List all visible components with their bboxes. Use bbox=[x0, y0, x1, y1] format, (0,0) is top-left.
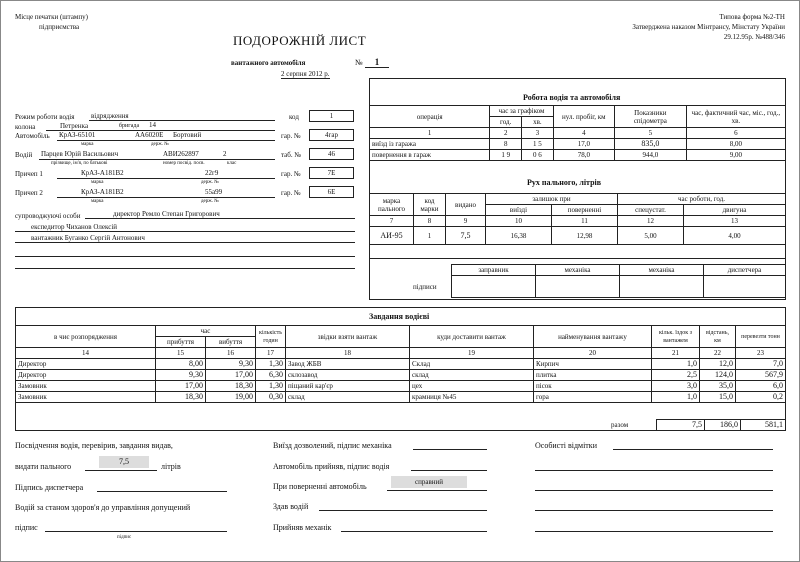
page-subtitle: вантажного автомобіля bbox=[231, 59, 306, 67]
footer-cert: Посвідчення водія, перевірив, завдання видав, bbox=[15, 441, 173, 450]
column-value: Петренка bbox=[46, 122, 275, 131]
tasks-totals bbox=[656, 419, 786, 431]
task-cell-dep: 19,00 bbox=[206, 392, 256, 403]
tasks-n16: 16 bbox=[206, 348, 256, 359]
task-cell-tons: 0,2 bbox=[736, 392, 786, 403]
task-cell-dep: 9,30 bbox=[206, 359, 256, 370]
total-km: 186,0 bbox=[705, 420, 741, 431]
stamp-place-label: Місце печатки (штампу) bbox=[15, 13, 88, 21]
sig-fueler: заправник bbox=[452, 265, 536, 276]
footer-special-marks: Особисті відмітки bbox=[535, 441, 597, 450]
tasks-h-time: час bbox=[156, 326, 256, 337]
fuel-spacer bbox=[370, 245, 786, 259]
fuel-h-out: виїзді bbox=[486, 205, 552, 216]
fuel-h-brand: марка пального bbox=[370, 194, 414, 216]
task-cell-from: склад bbox=[286, 392, 410, 403]
footer-sig-line bbox=[45, 531, 227, 532]
tasks-n23: 23 bbox=[736, 348, 786, 359]
tasks-n21: 21 bbox=[652, 348, 700, 359]
code-box: 1 bbox=[309, 110, 354, 122]
task-cell-cargo: гора bbox=[534, 392, 652, 403]
fuel-n10: 10 bbox=[486, 216, 552, 227]
escort1: директор Ремло Степан Григорович bbox=[85, 210, 355, 219]
footer-exit-allowed: Виїзд дозволений, підпис механіка bbox=[273, 441, 392, 450]
fuel-special: 5,00 bbox=[618, 227, 684, 245]
fuel-return: 12,98 bbox=[552, 227, 618, 245]
marks-line-1 bbox=[535, 470, 773, 471]
marks-line-2 bbox=[535, 490, 773, 491]
footer-accepted-line bbox=[411, 470, 487, 471]
footer-car-accepted: Автомобіль прийняв, підпис водія bbox=[273, 462, 390, 471]
task-cell-tons: 567,9 bbox=[736, 370, 786, 381]
work-row1-speed: 835,0 bbox=[614, 139, 686, 150]
car-label: Автомобіль bbox=[15, 132, 50, 140]
work-h-schedule: час за графіком bbox=[490, 106, 553, 117]
footer-mechanic-line bbox=[341, 531, 487, 532]
page-title: ПОДОРОЖНІЙ ЛИСТ bbox=[233, 33, 367, 48]
escort3: вантажник Буганко Сергій Антонович bbox=[15, 234, 355, 243]
task-cell-arr: 18,30 bbox=[156, 392, 206, 403]
work-h-odometer: нул. пробіг, км bbox=[553, 106, 614, 128]
task-cell-from: склозавод bbox=[286, 370, 410, 381]
footer-liters: літрів bbox=[161, 462, 181, 471]
tasks-h-departure: вибуття bbox=[206, 337, 256, 348]
work-row1-m: 1 5 bbox=[522, 139, 554, 150]
work-row2-m: 0 6 bbox=[522, 150, 554, 161]
task-cell-arr: 17,00 bbox=[156, 381, 206, 392]
task-cell-hrs: 0,30 bbox=[256, 392, 286, 403]
task-cell-who: Замовник bbox=[16, 381, 156, 392]
trailer1-model: КрАЗ-А181В2 bbox=[81, 169, 124, 177]
work-row1-km: 17,0 bbox=[553, 139, 614, 150]
task-cell-from: піщаний кар'єр bbox=[286, 381, 410, 392]
driver-sub-id: номер посвід. посв. bbox=[163, 161, 205, 166]
escort-label: супроводжуючі особи bbox=[15, 212, 81, 220]
work-row2-op: повернення в гараж bbox=[370, 150, 490, 161]
footer-condition-line bbox=[387, 490, 487, 491]
tasks-h-to: куди доставити вантаж bbox=[410, 326, 534, 348]
footer-sig-sub: підпис bbox=[117, 535, 132, 540]
driver-sub-name: прізвище, ім'я, по батькові bbox=[51, 161, 108, 166]
trailer1-gar-label: гар. № bbox=[281, 170, 301, 178]
fuel-h-remain: залишок при bbox=[486, 194, 618, 205]
signatures-label: підписи bbox=[413, 283, 437, 291]
fuel-n13: 13 bbox=[684, 216, 786, 227]
footer-on-return: При поверненні автомобіль bbox=[273, 482, 367, 491]
fuel-h-code: код марки bbox=[414, 194, 446, 216]
task-cell-dep: 17,00 bbox=[206, 370, 256, 381]
tasks-h-tons: перевезти тонн bbox=[736, 326, 786, 348]
work-h-minutes: хв. bbox=[522, 117, 554, 128]
fuel-signatures bbox=[451, 264, 786, 298]
task-cell-trips: 1,0 bbox=[652, 392, 700, 403]
fuel-h-issued: видано bbox=[446, 194, 486, 216]
sig-cell-2 bbox=[536, 276, 620, 298]
total-label: разом bbox=[611, 421, 629, 429]
fuel-issued: 7,5 bbox=[446, 227, 486, 245]
work-n6: 6 bbox=[686, 128, 785, 139]
trailer2-sub-make: марка bbox=[91, 199, 104, 204]
fuel-h-engine: двигуна bbox=[684, 205, 786, 216]
tasks-n17: 17 bbox=[256, 348, 286, 359]
tasks-h-km: відстань, км bbox=[700, 326, 736, 348]
work-h-speedometer: Показники спідометра bbox=[614, 106, 686, 128]
work-row1-h: 8 bbox=[490, 139, 522, 150]
tasks-h-cargo: найменування вантажу bbox=[534, 326, 652, 348]
task-cell-who: Директор bbox=[16, 370, 156, 381]
fuel-h-return: поверненні bbox=[552, 205, 618, 216]
sig-mechanic: механіка bbox=[536, 265, 620, 276]
tasks-h-trips: кільк. їздок з вантажем bbox=[652, 326, 700, 348]
blank-line-2 bbox=[15, 268, 355, 269]
work-n4: 4 bbox=[553, 128, 614, 139]
table-row bbox=[16, 370, 786, 381]
work-row2-km: 78,0 bbox=[553, 150, 614, 161]
fuel-title: Рух пального, літрів bbox=[527, 178, 602, 187]
task-cell-cargo: Кирпич bbox=[534, 359, 652, 370]
fuel-n9: 9 bbox=[446, 216, 486, 227]
tasks-n19: 19 bbox=[410, 348, 534, 359]
waybill-date: 2 серпня 2012 р. bbox=[281, 70, 330, 78]
tasks-n22: 22 bbox=[700, 348, 736, 359]
marks-line-4 bbox=[535, 531, 773, 532]
work-row1-op: виїзд із гаража bbox=[370, 139, 490, 150]
work-h-hours: год. bbox=[490, 117, 522, 128]
tasks-n15: 15 bbox=[156, 348, 206, 359]
work-row2-speed: 944,0 bbox=[614, 150, 686, 161]
marks-line-0 bbox=[613, 449, 773, 450]
fuel-brand: АИ-95 bbox=[370, 227, 414, 245]
work-row1-time: 8,00 bbox=[686, 139, 785, 150]
form-type: Типова форма №2-ТН bbox=[719, 13, 785, 21]
waybill-number: 1 bbox=[365, 57, 389, 68]
trailer1-plate: 22г9 bbox=[205, 169, 219, 177]
task-cell-dep: 18,30 bbox=[206, 381, 256, 392]
task-cell-who: Директор bbox=[16, 359, 156, 370]
task-cell-to: склад bbox=[410, 370, 534, 381]
footer-accepted-mechanic: Прийняв механік bbox=[273, 523, 332, 532]
fuel-engine: 4,00 bbox=[684, 227, 786, 245]
footer-exit-line bbox=[413, 449, 487, 450]
trailer1-sub-num: держ. № bbox=[201, 180, 219, 185]
driver-tab-label: таб. № bbox=[281, 151, 301, 159]
tasks-h-hours: кількість годин bbox=[256, 326, 286, 348]
tasks-n18: 18 bbox=[286, 348, 410, 359]
tasks-table bbox=[15, 325, 786, 403]
footer-dispatcher: Підпись диспетчера bbox=[15, 483, 84, 492]
code-label: код bbox=[289, 113, 299, 121]
task-cell-tons: 7,0 bbox=[736, 359, 786, 370]
car-gar-box: 4гар bbox=[309, 129, 354, 141]
trailer1-gar-box: 7Е bbox=[309, 167, 354, 179]
tasks-title: Завдання водієві bbox=[369, 312, 430, 321]
fuel-out: 16,38 bbox=[486, 227, 552, 245]
footer-handed: Здав водій bbox=[273, 502, 309, 511]
footer-sig-label: підпис bbox=[15, 523, 38, 532]
table-row bbox=[16, 392, 786, 403]
task-cell-arr: 8,00 bbox=[156, 359, 206, 370]
approved-by: Затверджена наказом Мінтрансу, Мінстату України bbox=[632, 23, 785, 31]
work-h-operation: операція bbox=[370, 106, 490, 128]
total-trips: 7,5 bbox=[657, 420, 705, 431]
work-row2-h: 1 9 bbox=[490, 150, 522, 161]
trailer2-gar-box: 6Е bbox=[309, 186, 354, 198]
work-n1: 1 bbox=[370, 128, 490, 139]
task-cell-who: Замовник bbox=[16, 392, 156, 403]
fuel-h-worktime: час роботи, год. bbox=[618, 194, 786, 205]
work-table bbox=[369, 105, 786, 161]
brigade-label: бригада bbox=[119, 123, 140, 129]
work-title: Робота водія та автомобіля bbox=[523, 93, 621, 102]
car-body: Бортовий bbox=[173, 131, 202, 139]
sig-mechanic-2: механіка bbox=[620, 265, 704, 276]
car-gar-label: гар. № bbox=[281, 132, 301, 140]
footer-health: Водій за станом здоров'я до управління допущений bbox=[15, 503, 191, 512]
task-cell-km: 12,0 bbox=[700, 359, 736, 370]
fuel-code: 1 bbox=[414, 227, 446, 245]
car-plate: АА6020Е bbox=[135, 131, 164, 139]
trailer2-model: КрАЗ-А181В2 bbox=[81, 188, 124, 196]
approved-date: 29.12.95р. №488/346 bbox=[723, 33, 785, 41]
task-cell-from: Завод ЖБВ bbox=[286, 359, 410, 370]
work-n3: 3 bbox=[522, 128, 554, 139]
car-sub-make: марка bbox=[81, 142, 94, 147]
marks-line-3 bbox=[535, 510, 773, 511]
sig-cell-4 bbox=[704, 276, 786, 298]
driver-label: Водій bbox=[15, 151, 33, 159]
brigade-value: 14 bbox=[149, 121, 156, 129]
work-mode-value: відрядження bbox=[89, 112, 275, 121]
trailer1-label: Причеп 1 bbox=[15, 170, 43, 178]
tasks-h-arrival: прибуття bbox=[156, 337, 206, 348]
task-cell-to: Склад bbox=[410, 359, 534, 370]
trailer2-label: Причеп 2 bbox=[15, 189, 43, 197]
tasks-n20: 20 bbox=[534, 348, 652, 359]
task-cell-trips: 3,0 bbox=[652, 381, 700, 392]
work-n2: 2 bbox=[490, 128, 522, 139]
number-label: № bbox=[355, 58, 363, 67]
table-row bbox=[16, 359, 786, 370]
footer-fuel-label: видати пального bbox=[15, 462, 72, 471]
work-n5: 5 bbox=[614, 128, 686, 139]
task-cell-km: 15,0 bbox=[700, 392, 736, 403]
footer-fuel-value: 7,5 bbox=[99, 456, 149, 468]
driver-id: АВИ262897 bbox=[163, 150, 199, 158]
task-cell-trips: 2,5 bbox=[652, 370, 700, 381]
task-cell-hrs: 1,30 bbox=[256, 359, 286, 370]
driver-class: 2 bbox=[223, 150, 227, 158]
task-cell-hrs: 6,30 bbox=[256, 370, 286, 381]
fuel-n8: 8 bbox=[414, 216, 446, 227]
table-row bbox=[16, 381, 786, 392]
fuel-n12: 12 bbox=[618, 216, 684, 227]
driver-name: Парцев Юрій Васильович bbox=[41, 150, 119, 158]
trailer2-sub-num: держ. № bbox=[201, 199, 219, 204]
driver-sub-class: клас bbox=[227, 161, 237, 166]
sig-cell-3 bbox=[620, 276, 704, 298]
sig-dispatcher: диспетчера bbox=[704, 265, 786, 276]
trailer2-gar-label: гар. № bbox=[281, 189, 301, 197]
enterprise-label: підприємства bbox=[39, 23, 80, 31]
footer-condition: справний bbox=[391, 476, 467, 488]
trailer2-plate: 55а99 bbox=[205, 188, 223, 196]
task-cell-cargo: плитка bbox=[534, 370, 652, 381]
total-tons: 581,1 bbox=[741, 420, 786, 431]
task-cell-to: крамниця №45 bbox=[410, 392, 534, 403]
task-cell-tons: 6,0 bbox=[736, 381, 786, 392]
footer-dispatcher-line bbox=[97, 491, 227, 492]
fuel-h-special: спецустат. bbox=[618, 205, 684, 216]
car-sub-num: держ. № bbox=[151, 142, 169, 147]
task-cell-km: 124,0 bbox=[700, 370, 736, 381]
footer-handed-line bbox=[319, 510, 487, 511]
fuel-n7: 7 bbox=[370, 216, 414, 227]
column-label: колона bbox=[15, 123, 36, 131]
work-mode-label: Режим роботи водія bbox=[15, 113, 75, 121]
fuel-table bbox=[369, 193, 786, 259]
car-model: КрАЗ-65101 bbox=[59, 131, 96, 139]
blank-line-1 bbox=[15, 256, 355, 257]
sig-cell-1 bbox=[452, 276, 536, 298]
work-h-actual: час, фактичний час, міс., год., хв. bbox=[686, 106, 785, 128]
task-cell-cargo: пісок bbox=[534, 381, 652, 392]
escort2: експедитор Чиханов Олексій bbox=[15, 223, 355, 232]
task-cell-arr: 9,30 bbox=[156, 370, 206, 381]
tasks-h-customer: в чиє розпорядження bbox=[16, 326, 156, 348]
driver-tab-box: 46 bbox=[309, 148, 354, 160]
footer-fuel-line bbox=[85, 470, 157, 471]
task-cell-km: 35,0 bbox=[700, 381, 736, 392]
tasks-h-from: звідки взяти вантаж bbox=[286, 326, 410, 348]
tasks-n14: 14 bbox=[16, 348, 156, 359]
task-cell-hrs: 1,30 bbox=[256, 381, 286, 392]
trailer1-sub-make: марка bbox=[91, 180, 104, 185]
work-row2-time: 9,00 bbox=[686, 150, 785, 161]
task-cell-to: цех bbox=[410, 381, 534, 392]
task-cell-trips: 1,0 bbox=[652, 359, 700, 370]
fuel-n11: 11 bbox=[552, 216, 618, 227]
